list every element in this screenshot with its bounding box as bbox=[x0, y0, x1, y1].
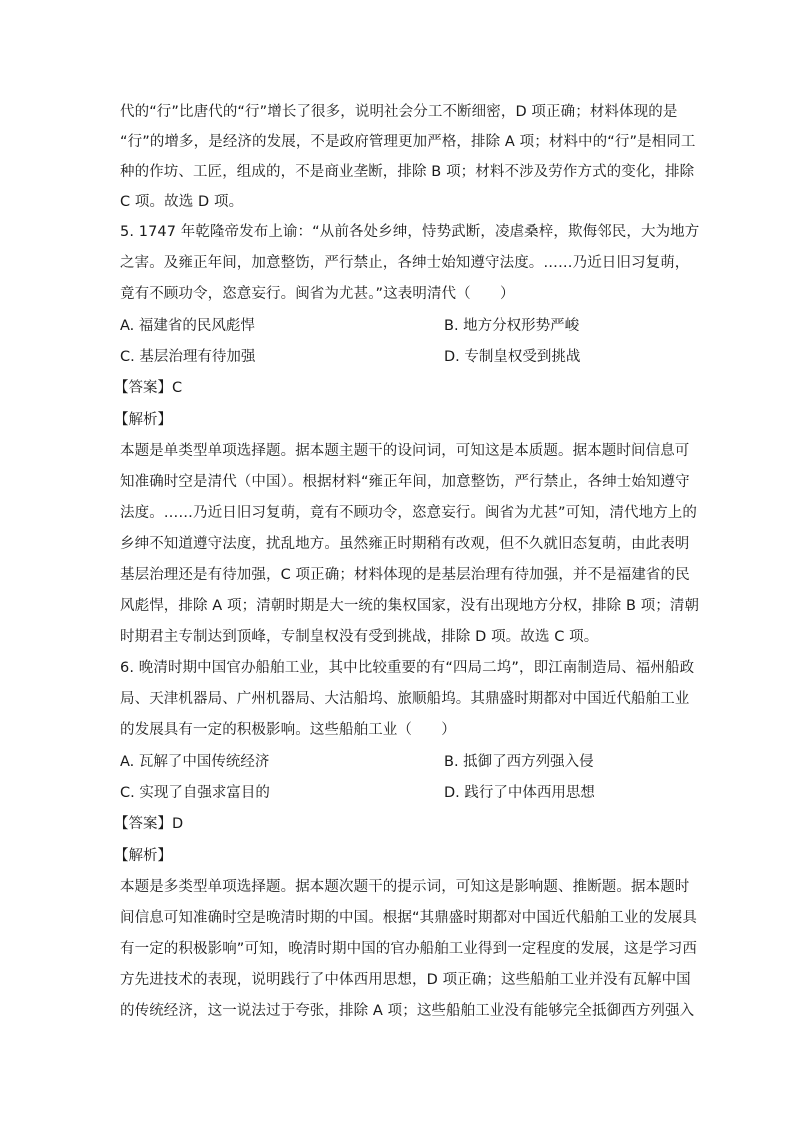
q5-stem-line: 5. 1747 年乾隆帝发布上谕：“从前各处乡绅，恃势武断，凌虐桑梓，欺侮邻民，大为地方 bbox=[120, 224, 700, 240]
q6-analysis-line: 方先进技术的表现，说明践行了中体西用思想，D 项正确；这些船舶工业并没有瓦解中国 bbox=[120, 972, 691, 988]
q6-analysis-line: 本题是多类型单项选择题。据本题次题干的提示词，可知这是影响题、推断题。据本题时 bbox=[120, 879, 690, 895]
q6-option-b: B. 抵御了西方列强入侵 bbox=[444, 754, 594, 770]
continuation-line: 种的作坊、工匠，组成的，不是商业垄断，排除 B 项；材料不涉及劳作方式的变化，排除 bbox=[120, 164, 695, 180]
q6-analysis-line: 的传统经济，这一说法过于夸张，排除 A 项；这些船舶工业没有能够完全抵御西方列强入 bbox=[120, 1003, 695, 1019]
q6-analysis-line: 间信息可知准确时空是晚清时期的中国。根据“其鼎盛时期都对中国近代船舶工业的发展具 bbox=[120, 910, 698, 926]
q5-analysis-line: 时期君主专制达到顶峰，专制皇权没有受到挑战，排除 D 项。故选 C 项。 bbox=[120, 629, 599, 645]
q5-analysis-line: 知准确时空是清代（中国）。根据材料“雍正年间，加意整饬，严行禁止，各绅士始知遵守 bbox=[120, 474, 690, 490]
q5-analysis-line: 乡绅不知道遵守法度，扰乱地方。虽然雍正时期稍有改观，但不久就旧态复萌，由此表明 bbox=[120, 536, 690, 552]
q5-stem-line: 之害。及雍正年间，加意整饬，严行禁止，各绅士始知遵守法度。……乃近日旧习复萌， bbox=[120, 255, 690, 271]
q5-option-a: A. 福建省的民风彪悍 bbox=[120, 318, 255, 334]
q6-answer: 【答案】D bbox=[114, 816, 184, 832]
q5-analysis-line: 基层治理还是有待加强，C 项正确；材料体现的是基层治理有待加强，并不是福建省的民 bbox=[120, 567, 690, 583]
q6-stem-line: 的发展具有一定的积极影响。这些船舶工业（ ） bbox=[120, 722, 456, 738]
q6-option-a: A. 瓦解了中国传统经济 bbox=[120, 754, 270, 770]
q6-analysis-label: 【解析】 bbox=[114, 848, 172, 864]
q5-analysis-line: 风彪悍，排除 A 项；清朝时期是大一统的集权国家，没有出现地方分权，排除 B 项；清朝 bbox=[120, 598, 700, 614]
continuation-line: C 项。故选 D 项。 bbox=[120, 194, 244, 210]
q5-option-c: C. 基层治理有待加强 bbox=[120, 349, 256, 365]
continuation-line: 代的“行”比唐代的“行”增长了很多，说明社会分工不断细密，D 项正确；材料体现的是 bbox=[120, 104, 678, 120]
q5-analysis-label: 【解析】 bbox=[114, 412, 172, 428]
q5-analysis-line: 法度。……乃近日旧习复萌，竟有不顾功令，恣意妄行。闽省为尤甚”可知，清代地方上的 bbox=[120, 505, 698, 521]
q5-option-d: D. 专制皇权受到挑战 bbox=[444, 349, 581, 365]
q6-option-d: D. 践行了中体西用思想 bbox=[444, 785, 595, 801]
q6-stem-line: 局、天津机器局、广州机器局、大沽船坞、旅顺船坞。其鼎盛时期都对中国近代船舶工业 bbox=[120, 691, 690, 707]
q6-analysis-line: 有一定的积极影响”可知，晚清时期中国的官办船舶工业得到一定程度的发展，这是学习西 bbox=[120, 941, 698, 957]
q6-stem-line: 6. 晚清时期中国官办船舶工业，其中比较重要的有“四局二坞”，即江南制造局、福州船政 bbox=[120, 660, 695, 676]
continuation-line: “行”的增多，是经济的发展，不是政府管理更加严格，排除 A 项；材料中的“行”是相同工 bbox=[120, 134, 696, 150]
q5-stem-line: 竟有不顾功令，恣意妄行。闽省为尤甚。”这表明清代（ ） bbox=[120, 286, 515, 302]
q5-option-b: B. 地方分权形势严峻 bbox=[444, 318, 580, 334]
q5-answer: 【答案】C bbox=[114, 380, 183, 396]
q5-analysis-line: 本题是单类型单项选择题。据本题主题干的设问词，可知这是本质题。据本题时间信息可 bbox=[120, 443, 690, 459]
q6-option-c: C. 实现了自强求富目的 bbox=[120, 785, 270, 801]
